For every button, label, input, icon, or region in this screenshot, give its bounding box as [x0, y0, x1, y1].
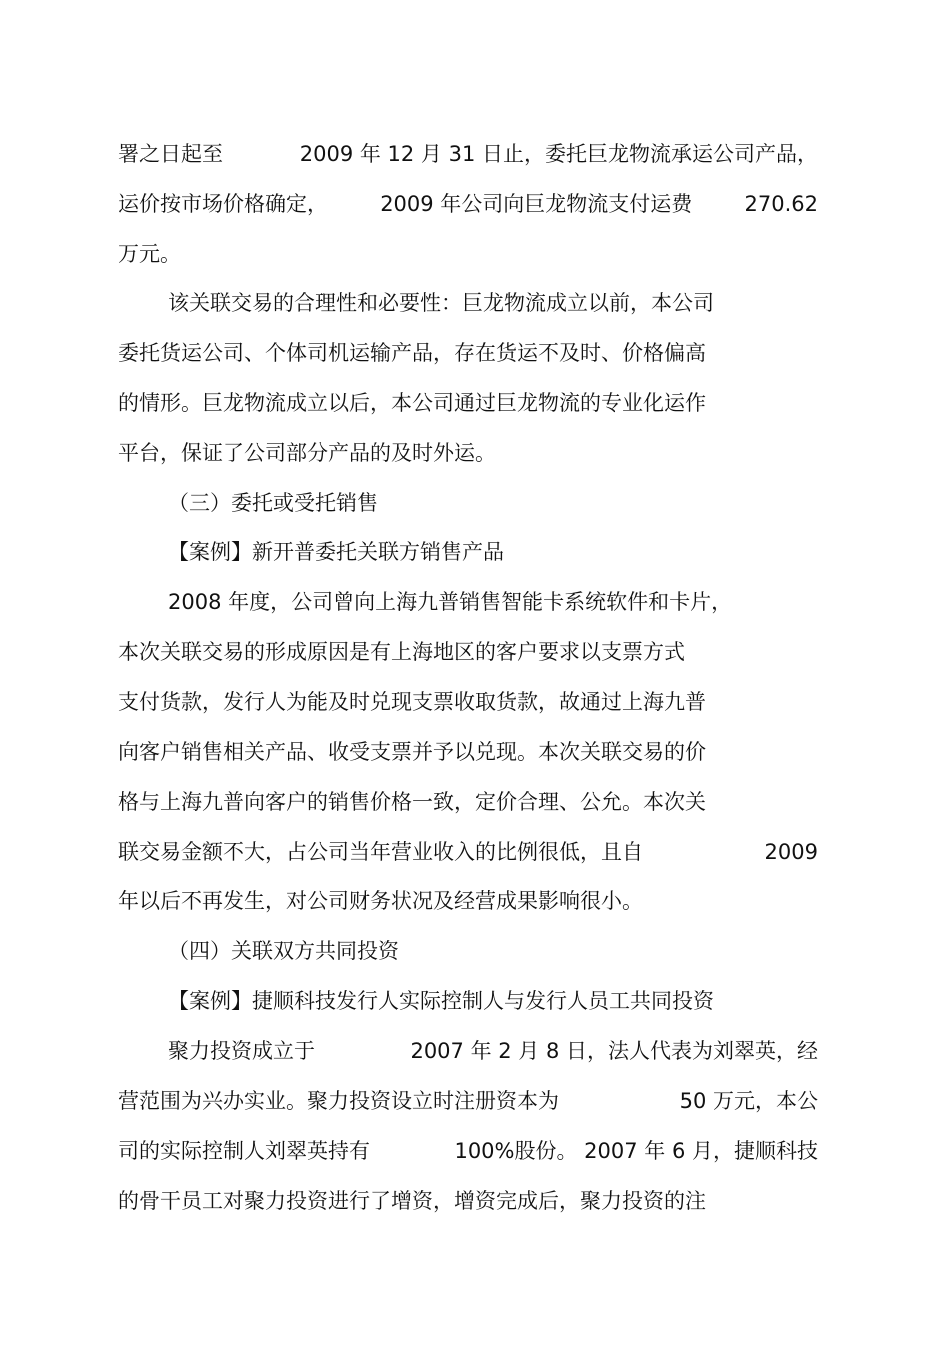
text-segment: 的骨干员工对聚力投资进行了增资，增资完成后，聚力投资的注	[118, 1189, 706, 1213]
text-line-14	[118, 784, 818, 820]
text-segment: 2009 年 12 月 31 日止，委托巨龙物流承运公司产品，	[299, 142, 818, 166]
text-line-21	[118, 1133, 818, 1169]
text-segment: 聚力投资成立于	[168, 1039, 315, 1063]
text-segment: 2008 年度，公司曾向上海九普销售智能卡系统软件和卡片，	[168, 590, 733, 614]
text-segment: 270.62	[744, 192, 818, 216]
text-line-10	[168, 584, 818, 620]
text-segment: 2009	[764, 840, 818, 864]
text-segment: 本次关联交易的形成原因是有上海地区的客户要求以支票方式	[118, 640, 685, 664]
text-line-2	[118, 186, 818, 222]
case-heading	[168, 534, 818, 570]
text-line-3	[118, 236, 818, 272]
text-segment: 【案例】捷顺科技发行人实际控制人与发行人员工共同投资	[168, 989, 714, 1013]
text-line-15	[118, 834, 818, 870]
text-segment: 万元。	[118, 242, 181, 266]
text-line-5	[118, 335, 818, 371]
text-segment: 联交易金额不大，占公司当年营业收入的比例很低，且自	[118, 840, 643, 864]
text-line-22	[118, 1183, 818, 1219]
text-line-7	[118, 435, 818, 471]
text-line-6	[118, 385, 818, 421]
text-segment: 平台，保证了公司部分产品的及时外运。	[118, 441, 496, 465]
text-segment: （三）委托或受托销售	[168, 491, 378, 515]
text-segment: 2009 年公司向巨龙物流支付运费	[380, 192, 693, 216]
text-line-12	[118, 684, 818, 720]
text-segment: 署之日起至	[118, 142, 223, 166]
text-segment: 2007 年 2 月 8 日，法人代表为刘翠英，经	[410, 1039, 818, 1063]
case-heading	[168, 983, 818, 1019]
text-segment: 【案例】新开普委托关联方销售产品	[168, 540, 504, 564]
text-line-19	[168, 1033, 818, 1069]
text-segment: 司的实际控制人刘翠英持有	[118, 1139, 370, 1163]
text-segment: 50 万元，本公	[679, 1089, 818, 1113]
text-segment: 100%股份。 2007 年 6 月，捷顺科技	[454, 1139, 818, 1163]
section-heading	[168, 933, 818, 969]
text-segment: 年以后不再发生，对公司财务状况及经营成果影响很小。	[118, 889, 643, 913]
text-segment: 该关联交易的合理性和必要性：巨龙物流成立以前，本公司	[168, 291, 714, 315]
text-segment: 运价按市场价格确定，	[118, 192, 328, 216]
text-segment: （四）关联双方共同投资	[168, 939, 399, 963]
text-segment: 支付货款，发行人为能及时兑现支票收取货款，故通过上海九普	[118, 690, 706, 714]
section-heading	[168, 485, 818, 521]
text-line-13	[118, 734, 818, 770]
text-line-1	[118, 136, 818, 172]
text-line-11	[118, 634, 818, 670]
text-segment: 委托货运公司、个体司机运输产品，存在货运不及时、价格偏高	[118, 341, 706, 365]
text-segment: 格与上海九普向客户的销售价格一致，定价合理、公允。本次关	[118, 790, 706, 814]
text-segment: 向客户销售相关产品、收受支票并予以兑现。本次关联交易的价	[118, 740, 706, 764]
text-segment: 营范围为兴办实业。聚力投资设立时注册资本为	[118, 1089, 559, 1113]
text-line-16	[118, 883, 818, 919]
text-segment: 的情形。巨龙物流成立以后，本公司通过巨龙物流的专业化运作	[118, 391, 706, 415]
text-line-4	[168, 285, 818, 321]
text-line-20	[118, 1083, 818, 1119]
